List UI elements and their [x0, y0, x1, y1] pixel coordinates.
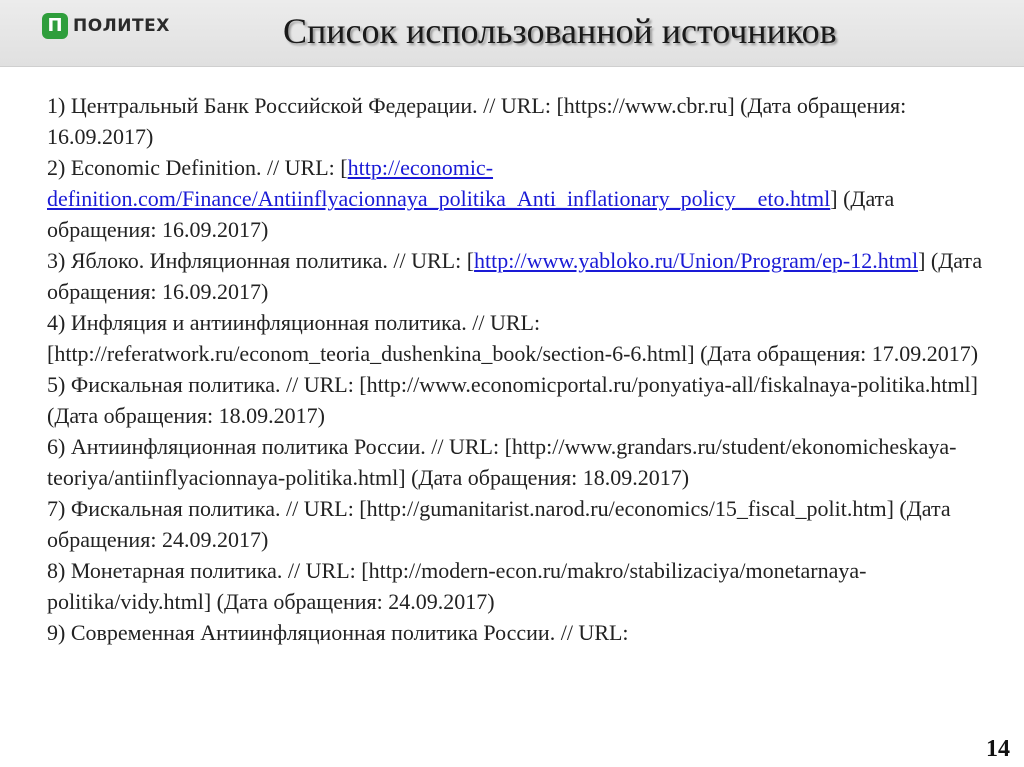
reference-text: 7) Фискальная политика. // URL: [http://gumanitarist.narod.ru/economics/15_fiscal_polit.htm] (Дата обращения: 24.09.2017) [47, 496, 951, 552]
reference-text: 2) Economic Definition. // URL: [ [47, 155, 348, 180]
reference-link-economic-definition[interactable]: http://economic-definition.com/Finance/Antiinflyacionnaya_politika_Anti_inflationary_policy__eto.html [47, 155, 831, 211]
reference-item-7 [47, 493, 997, 555]
politech-logo [42, 13, 170, 39]
reference-text: 9) Современная Антиинфляционная политика России. // URL: [47, 620, 629, 645]
reference-item-3 [47, 245, 997, 307]
reference-text: ] (Дата обращения: 16.09.2017) [47, 186, 895, 242]
reference-text: 3) Яблоко. Инфляционная политика. // URL: [ [47, 248, 475, 273]
slide-title: Список использованной источников [283, 11, 837, 51]
logo-text: ПОЛИТЕХ [73, 16, 170, 36]
reference-item-4 [47, 307, 997, 369]
reference-text: 5) Фискальная политика. // URL: [http://www.economicportal.ru/ponyatiya-all/fiskalnaya-politika.html] (Дата обращения: 18.09.2017) [47, 372, 978, 428]
reference-text: ] (Дата обращения: 16.09.2017) [47, 248, 983, 304]
logo-mark-icon: П [42, 13, 68, 39]
reference-item-2 [47, 152, 997, 245]
reference-item-8 [47, 555, 997, 617]
references-list [47, 90, 997, 767]
reference-link-yabloko[interactable]: http://www.yabloko.ru/Union/Program/ep-12.html [474, 248, 919, 273]
reference-item-6 [47, 431, 997, 493]
reference-text: 6) Антиинфляционная политика России. // URL: [http://www.grandars.ru/student/ekonomicheskaya-teoriya/antiinflyacionnaya-politika.html] (Дата обращения: 18.09.2017) [47, 434, 957, 490]
reference-item-5 [47, 369, 997, 431]
slide-header [0, 0, 1024, 67]
reference-item-1 [47, 90, 997, 152]
reference-text: 1) Центральный Банк Российской Федерации. // URL: [https://www.cbr.ru] (Дата обращения: 16.09.2017) [47, 93, 907, 149]
reference-item-9 [47, 617, 997, 648]
reference-text: 4) Инфляция и антиинфляционная политика. // URL: [http://referatwork.ru/econom_teoria_dushenkina_book/section-6-6.html] (Дата обращения: 17.09.2017) [47, 310, 979, 366]
page-number: 14 [986, 736, 1010, 762]
reference-text: 8) Монетарная политика. // URL: [http://modern-econ.ru/makro/stabilizaciya/monetarnaya-politika/vidy.html] (Дата обращения: 24.09.2017) [47, 558, 867, 614]
